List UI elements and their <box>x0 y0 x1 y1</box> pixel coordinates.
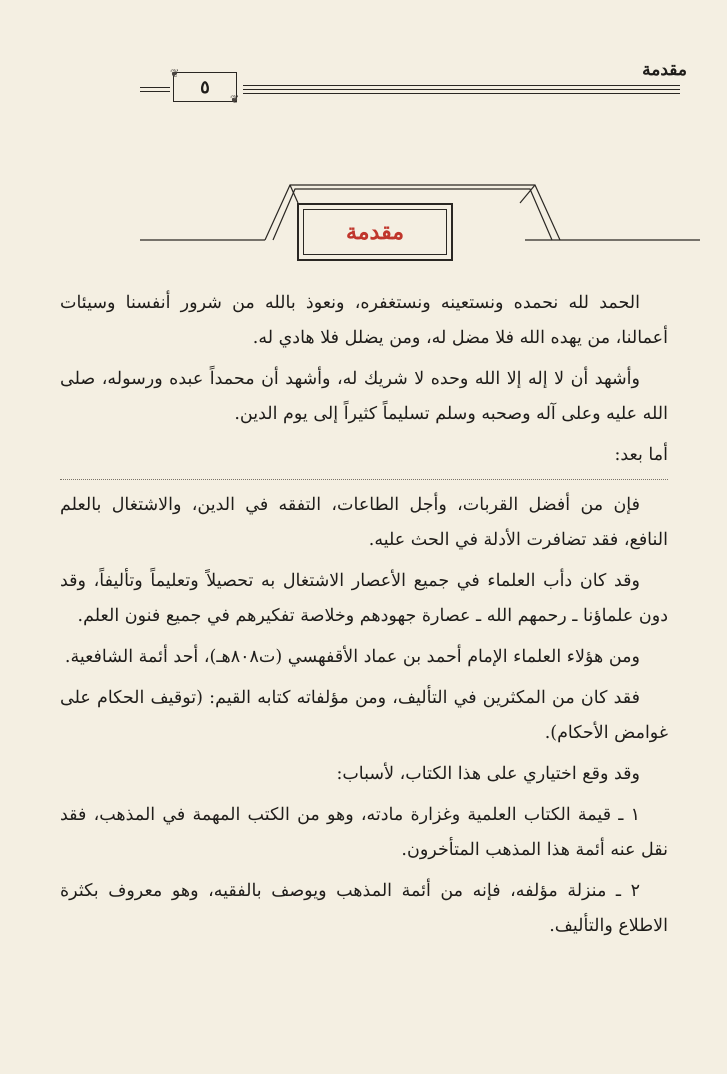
header-rule <box>243 93 680 94</box>
paragraph: الحمد لله نحمده ونستعينه ونستغفره، ونعوذ بالله من شرور أنفسنا وسيئات أعمالنا، من يهده الله فلا مضل له، ومن يضلل فلا هادي له. <box>60 293 668 348</box>
chapter-title: مقدمة <box>345 219 405 245</box>
header-rule <box>243 85 680 86</box>
page-number: ٥ <box>200 76 210 98</box>
paragraph: وأشهد أن لا إله إلا الله وحده لا شريك له، وأشهد أن محمداً عبده ورسوله، صلى الله عليه وعلى آله وصحبه وسلم تسليماً كثيراً إلى يوم الدين. <box>60 369 668 424</box>
corner-ornament-icon: ❦ <box>170 67 180 80</box>
chapter-title-inner <box>303 209 447 255</box>
running-header-title: مقدمة <box>642 60 687 80</box>
paragraph: ومن هؤلاء العلماء الإمام أحمد بن عماد الأقفهسي (ت٨٠٨هـ)، أحد أئمة الشافعية. <box>64 647 640 667</box>
dotted-separator <box>60 479 668 480</box>
paragraph: ٢ ـ منزلة مؤلفه، فإنه من أئمة المذهب ويوصف بالفقيه، وهو معروف بكثرة الاطلاع والتأليف. <box>60 881 668 936</box>
paragraph: فإن من أفضل القربات، وأجل الطاعات، التفقه في الدين، والاشتغال بالعلم النافع، فقد تضافرت الأدلة في الحث عليه. <box>60 495 668 550</box>
paragraph: وقد وقع اختياري على هذا الكتاب، لأسباب: <box>336 764 640 784</box>
paragraph: وقد كان دأب العلماء في جميع الأعصار الاشتغال به تحصيلاً وتعليماً وتأليفاً، وقد دون علماؤنا ـ رحمهم الله ـ عصارة جهودهم وخلاصة تفكيرهم في جميع فنون العلم. <box>60 571 668 626</box>
header-rule <box>243 89 680 90</box>
body-text <box>60 286 668 950</box>
header-rule-left <box>140 91 170 92</box>
page-number-box <box>173 72 237 102</box>
paragraph: فقد كان من المكثرين في التأليف، ومن مؤلفاته كتابه القيم: (توقيف الحكام على غوامض الأحكام). <box>60 688 668 743</box>
corner-ornament-icon: ❦ <box>230 93 240 106</box>
paragraph-heading: أما بعد: <box>614 445 668 465</box>
chapter-title-box <box>297 203 453 261</box>
paragraph: ١ ـ قيمة الكتاب العلمية وغزارة مادته، وهو من الكتب المهمة في المذهب، فقد نقل عنه أئمة هذا المذهب المتأخرون. <box>60 805 668 860</box>
header-rule-left <box>140 87 170 88</box>
